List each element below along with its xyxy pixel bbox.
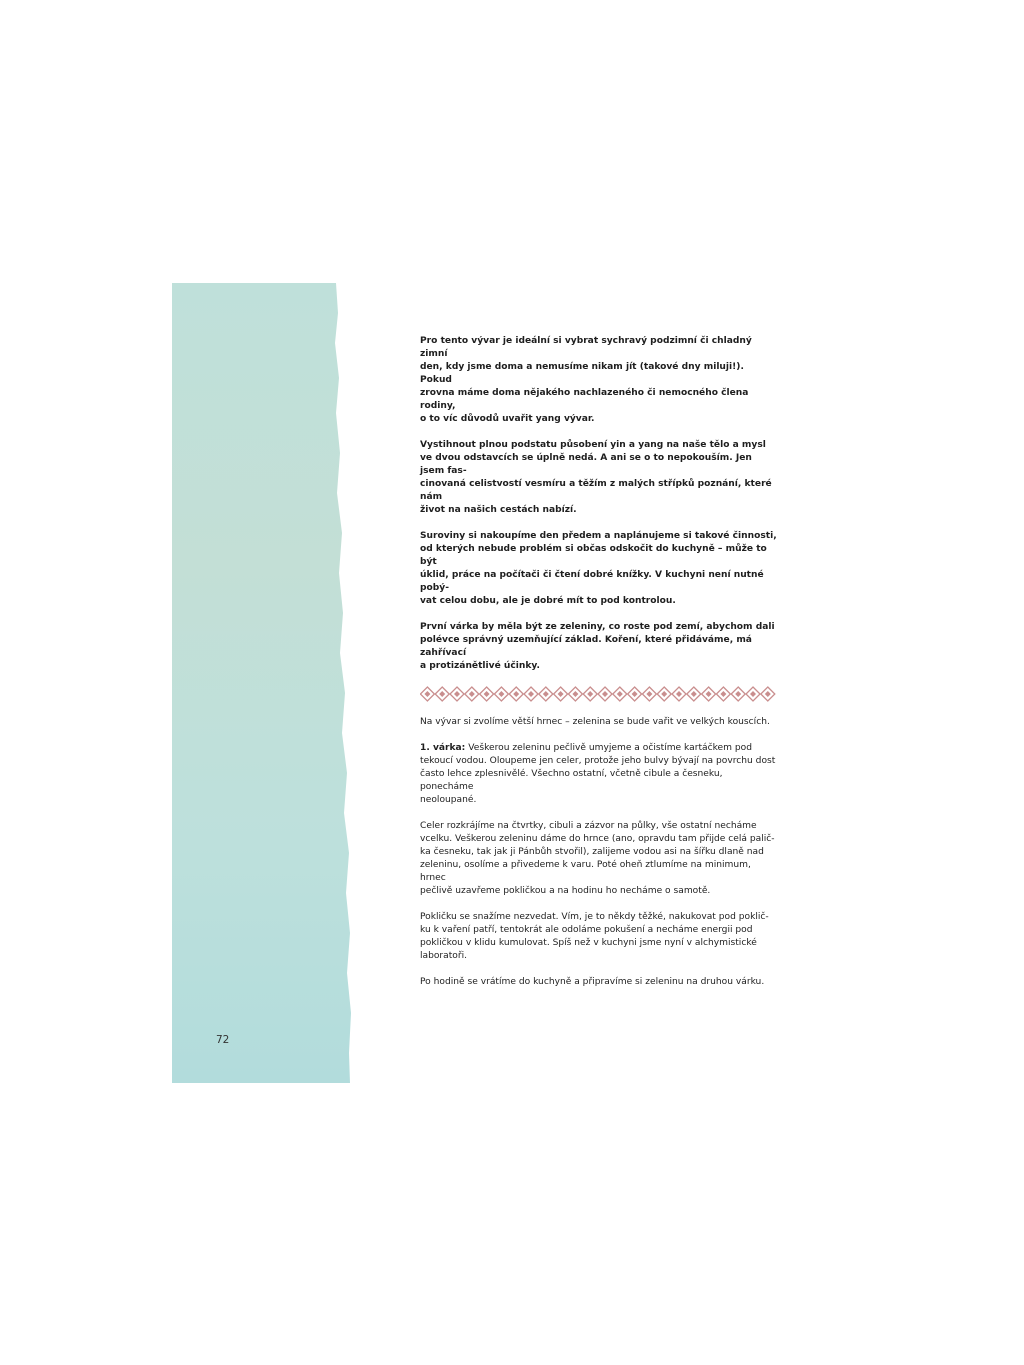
step-text: Veškerou zeleninu pečlivě umyjeme a očistíme kartáčkem pod tekoucí vodou. Oloupeme jen celer, protože jeho bulvy bývají na povrchu dost často lehce zplesnivělé. Všechno ostatní, včetně cibule a česneku, ponecháme neoloupané. (420, 743, 776, 805)
ornament-dot (676, 691, 682, 697)
ornament-dot (454, 691, 460, 697)
step-paragraph (420, 742, 778, 807)
ornament-dot (706, 691, 712, 697)
ornament-dot (543, 691, 549, 697)
paragraph: Suroviny si nakoupíme den předem a naplánujeme si takové činnosti, od kterých nebude problém si občas odskočit do kuchyně – může to být úklid, práce na počítači či čtení dobré knížky. V kuchyni není nutné pobý- vat celou dobu, ale je dobré mít to pod kontrolou. (420, 531, 777, 606)
ornament-dot (720, 691, 726, 697)
paragraph: Po hodině se vrátíme do kuchyně a připravíme si zeleninu na druhou várku. (420, 977, 765, 987)
paragraph: Pro tento vývar je ideální si vybrat sychravý podzimní či chladný zimní den, kdy jsme doma a nemusíme nikam jít (takové dny miluji!). Pokud zrovna máme doma nějakého nachlazeného či nemocného člena rodiny, o to víc důvodů uvařit yang vývar. (420, 336, 752, 424)
ornament-divider (420, 686, 778, 702)
ornament-dot (439, 691, 445, 697)
paragraph: Celer rozkrájíme na čtvrtky, cibuli a zázvor na půlky, vše ostatní necháme vcelku. Veškerou zeleninu dáme do hrnce (ano, opravdu tam přijde celá palič- ka česneku, tak jak ji Pánbůh stvořil), zalijeme vodou asi na šířku dlaně nad zeleninu, osolíme a přivedeme k varu. Poté oheň ztlumíme na minimum, hrnec pečlivě uzavřeme pokličkou a na hodinu ho necháme o samotě. (420, 821, 775, 896)
paragraph: Pokličku se snažíme nezvedat. Vím, je to někdy těžké, nakukovat pod poklič- ku k vaření patří, tentokrát ale odoláme pokušení a necháme energii pod pokličkou v klidu kumulovat. Spíš než v kuchyni jsme nyní v alchymistické laboratoři. (420, 912, 769, 961)
ornament-dot (750, 691, 756, 697)
instructions-section (420, 716, 778, 989)
body-text (420, 335, 778, 1002)
ornament-dot (587, 691, 593, 697)
ornament-dot (498, 691, 504, 697)
intro-bold-section (420, 335, 778, 673)
book-page (172, 283, 852, 1083)
step-label: 1. várka: (420, 743, 466, 753)
paragraph: Na vývar si zvolíme větší hrnec – zelenina se bude vařit ve velkých kouscích. (420, 717, 770, 727)
ornament-dot (691, 691, 697, 697)
ornament-dot (469, 691, 475, 697)
ornament-dot (661, 691, 667, 697)
ornament-dot (558, 691, 564, 697)
watercolor-wash (172, 283, 352, 1083)
ornament-dot (632, 691, 638, 697)
ornament-dot (424, 691, 430, 697)
ornament-dot (735, 691, 741, 697)
ornament-dot (528, 691, 534, 697)
ornament-dot (513, 691, 519, 697)
paragraph: První várka by měla být ze zeleniny, co roste pod zemí, abychom dali polévce správný uzemňující základ. Koření, které přidáváme, má zahřívací a protizánětlivé účinky. (420, 622, 775, 671)
ornament-dot (602, 691, 608, 697)
page-number: 72 (216, 1034, 230, 1046)
ornament-dot (572, 691, 578, 697)
paragraph: Vystihnout plnou podstatu působení yin a yang na naše tělo a mysl ve dvou odstavcích se úplně nedá. A ani se o to nepokouším. Jen jsem fas- cinovaná celistvostí vesmíru a těžím z malých střípků poznání, které nám život na našich cestách nabízí. (420, 440, 772, 515)
ornament-dot (484, 691, 490, 697)
ornament-dot (617, 691, 623, 697)
ornament-dot (765, 691, 771, 697)
ornament-dot (646, 691, 652, 697)
